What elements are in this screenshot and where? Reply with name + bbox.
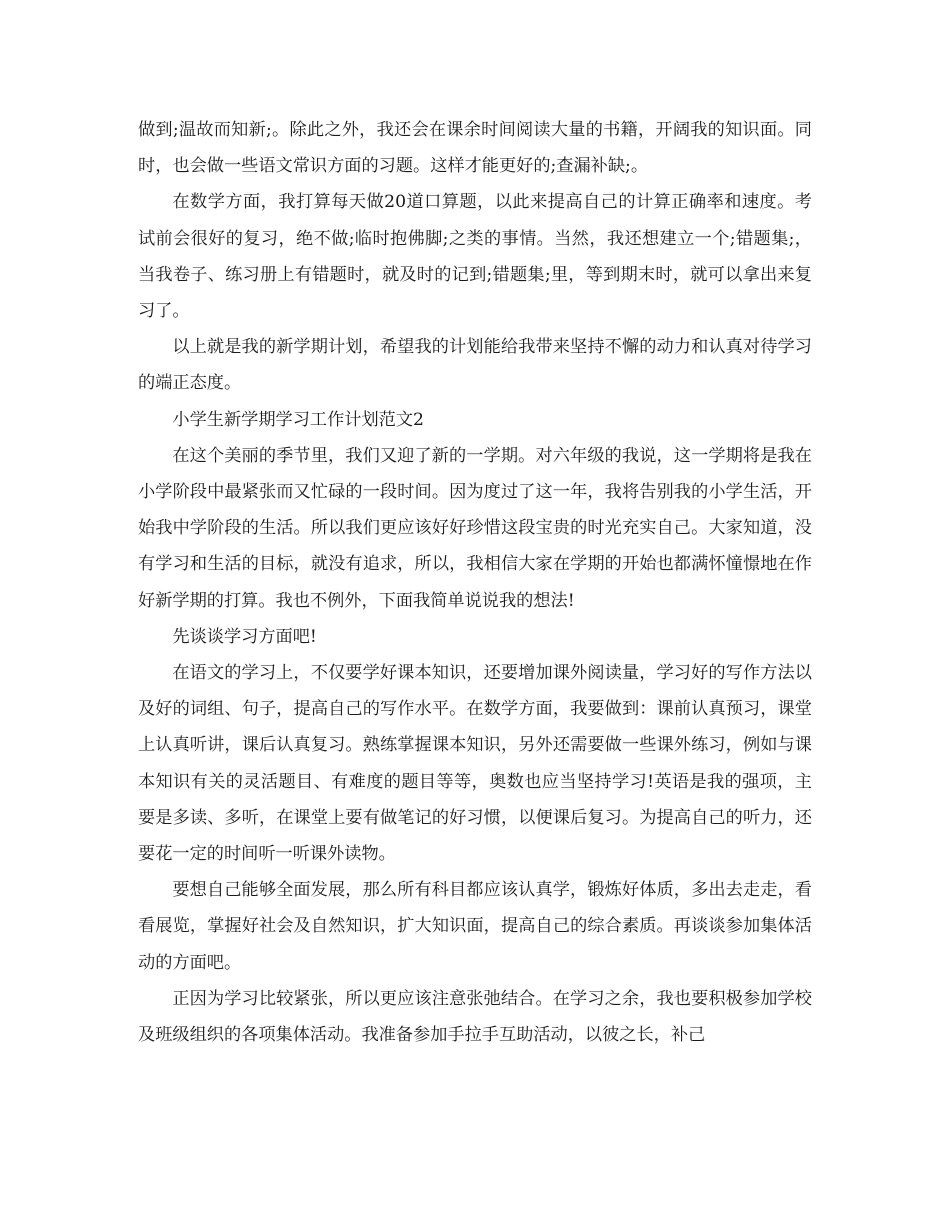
paragraph-activities: 正因为学习比较紧张，所以更应该注意张弛结合。在学习之余，我也要积极参加学校及班级组织的各项集体活动。我准备参加手拉手互助活动，以彼之长，补己 xyxy=(138,988,812,1046)
paragraph-conclusion: 以上就是我的新学期计划，希望我的计划能给我带来坚持不懈的动力和认真对待学习的端正态度。 xyxy=(138,337,812,394)
paragraph-subjects: 在语文的学习上，不仅要学好课本知识，还要增加课外阅读量，学习好的写作方法以及好的词组、句子，提高自己的写作水平。在数学方面，我要做到：课前认真预习，课堂上认真听讲，课后认真复习。熟练掌握课本知识，另外还需要做一些课外练习，例如与课本知识有关的灵活题目、有难度的题目等等，奥数也应当坚持学习!英语是我的强项，主要是多读、多听，在课堂上要有做笔记的好习惯，以便课后复习。为提高自己的听力，还要花一定的时间听一听课外读物。 xyxy=(138,663,812,865)
paragraph-study-lead: 先谈谈学习方面吧! xyxy=(172,626,317,647)
paragraph-math-plan: 在数学方面，我打算每天做20道口算题，以此来提高自己的计算正确率和速度。考试前会很好的复习，绝不做;临时抱佛脚;之类的事情。当然，我还想建立一个;错题集;，当我卷子、练习册上有错题时，就及时的记到;错题集;里，等到期末时，就可以拿出来复习了。 xyxy=(138,192,812,322)
paragraph-development: 要想自己能够全面发展，那么所有科目都应该认真学，锻炼好体质，多出去走走，看看展览，掌握好社会及自然知识，扩大知识面，提高自己的综合素质。再谈谈参加集体活动的方面吧。 xyxy=(138,880,812,973)
paragraph-continuation: 做到;温故而知新;。除此之外，我还会在课余时间阅读大量的书籍，开阔我的知识面。同时，也会做一些语文常识方面的习题。这样才能更好的;查漏补缺;。 xyxy=(138,120,812,177)
paragraph-intro: 在这个美丽的季节里，我们又迎了新的一学期。对六年级的我说，这一学期将是我在小学阶段中最紧张而又忙碌的一段时间。因为度过了这一年，我将告别我的小学生活，开始我中学阶段的生活。所以我们更应该好好珍惜这段宝贵的时光充实自己。大家知道，没有学习和生活的目标，就没有追求，所以，我相信大家在学期的开始也都满怀憧憬地在作好新学期的打算。我也不例外，下面我简单说说我的想法! xyxy=(138,445,812,611)
section-heading: 小学生新学期学习工作计划范文2 xyxy=(172,409,424,430)
document-body xyxy=(138,112,812,1053)
